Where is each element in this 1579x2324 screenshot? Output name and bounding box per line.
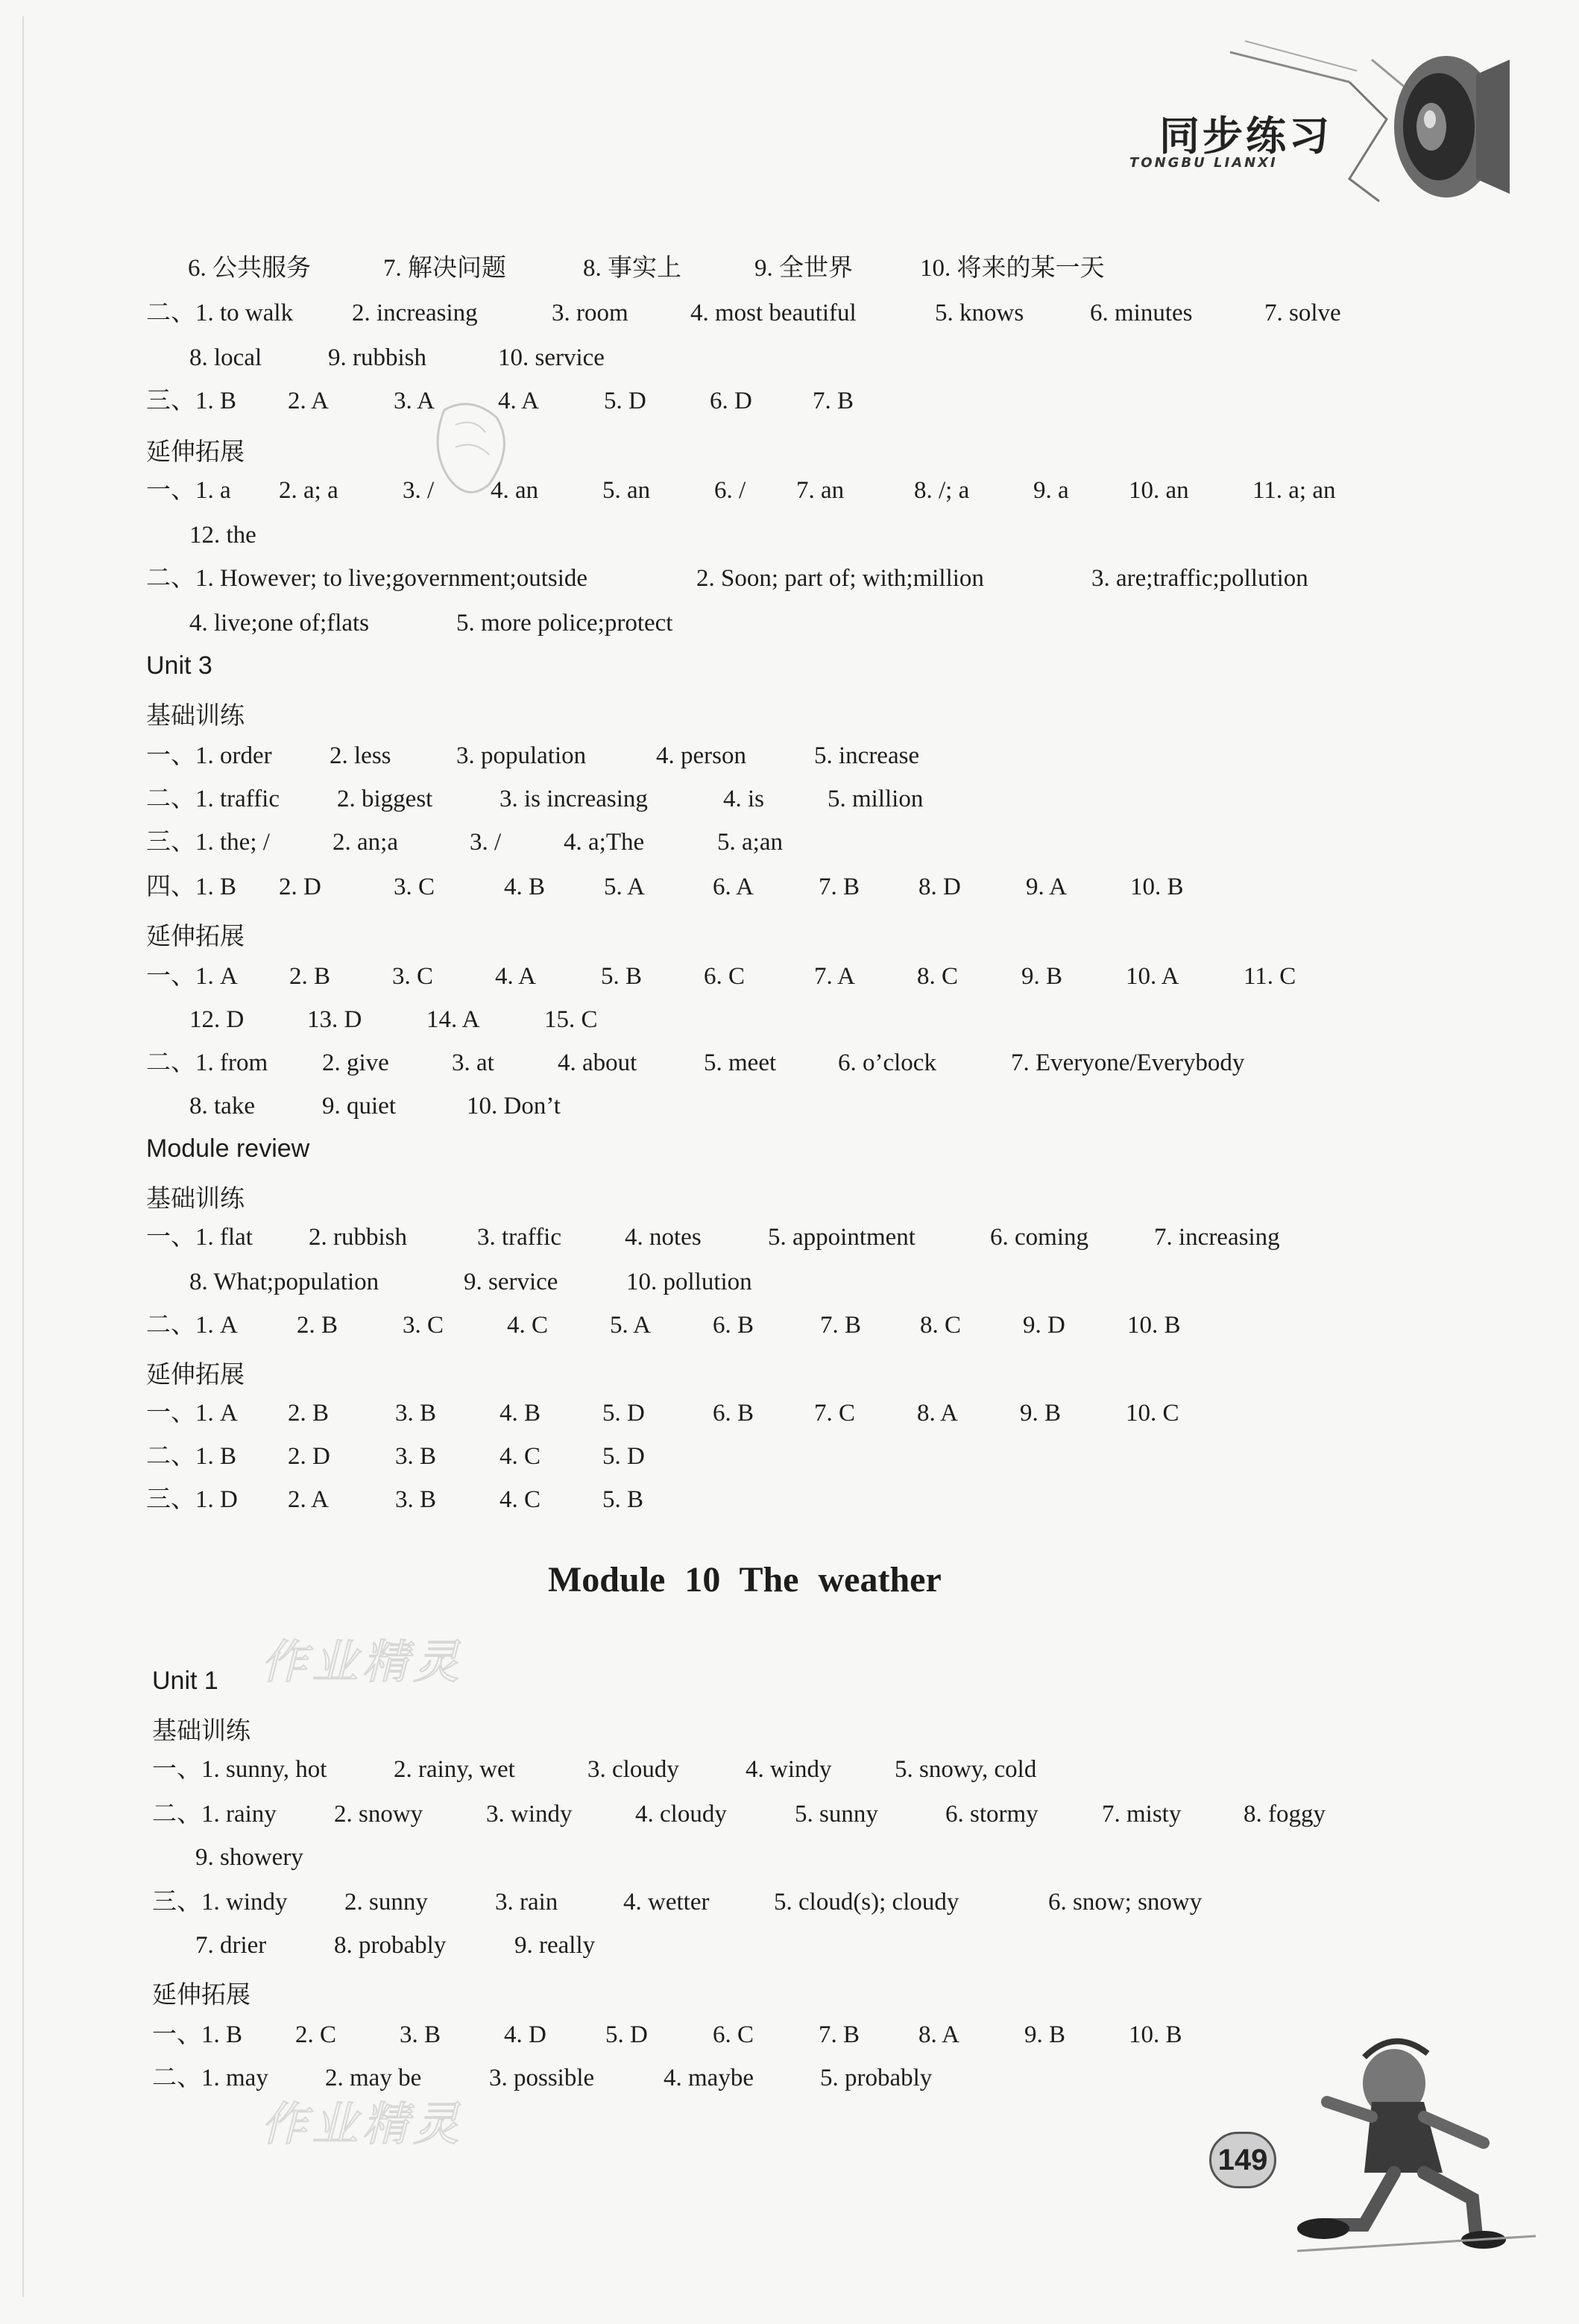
answer-item: 8. D	[918, 874, 961, 900]
answer-item: 7. A	[814, 963, 856, 990]
answer-item: 7. 解决问题	[383, 255, 506, 282]
answer-item: 7. B	[820, 1312, 862, 1339]
answer-item: 4. B	[504, 874, 546, 900]
answer-item: 5. meet	[704, 1049, 777, 1076]
answer-item: 3. are;traffic;pollution	[1091, 565, 1308, 592]
answer-item: 10. A	[1126, 963, 1179, 990]
answer-item: 4. is	[723, 786, 765, 812]
answer-item: 2. give	[322, 1049, 389, 1076]
answer-item: 二、1. A	[146, 1312, 238, 1339]
answer-item: 12. the	[189, 522, 256, 549]
answer-item: 7. B	[813, 388, 854, 414]
answer-item: 14. A	[426, 1006, 480, 1033]
section-heading: 基础训练	[146, 701, 245, 730]
answer-item: 2. increasing	[352, 300, 478, 326]
answer-item: 6. snow; snowy	[1048, 1889, 1203, 1916]
answer-item: 5. D	[605, 2021, 648, 2048]
answer-item: 3. possible	[489, 2065, 595, 2091]
answer-item: 2. biggest	[337, 786, 433, 812]
answer-item: 3. population	[456, 742, 587, 769]
answer-item: 10. pollution	[626, 1269, 752, 1295]
answer-item: 8. take	[189, 1093, 255, 1120]
answer-item: 13. D	[307, 1006, 362, 1033]
answer-item: 2. A	[288, 388, 330, 414]
answer-item: 2. sunny	[344, 1889, 428, 1916]
answer-item: 5. increase	[814, 742, 920, 769]
page-number: 149	[1209, 2132, 1276, 2188]
answer-item: 4. an	[491, 477, 539, 504]
answer-item: 二、1. may	[152, 2065, 268, 2091]
answer-item: 2. B	[297, 1312, 338, 1339]
answer-item: 二、1. However; to live;government;outside	[146, 565, 588, 592]
answer-item: 7. B	[819, 2021, 860, 2048]
answer-item: 2. less	[330, 742, 391, 769]
answer-item: 3. C	[403, 1312, 444, 1339]
answer-item: 4. C	[499, 1486, 541, 1513]
answer-item: 3. C	[392, 963, 434, 990]
answer-item: 5. snowy, cold	[895, 1756, 1037, 1783]
module-review-heading: Module review	[146, 1134, 310, 1163]
answer-item: 3. windy	[486, 1801, 573, 1828]
answer-item: 4. D	[504, 2021, 546, 2048]
answer-item: 4. A	[495, 963, 537, 990]
answer-item: 一、1. flat	[146, 1224, 253, 1251]
answer-item: 3. traffic	[477, 1224, 562, 1251]
answer-item: 6. A	[713, 874, 754, 900]
answer-item: 3. is increasing	[499, 786, 648, 812]
answer-item: 9. quiet	[322, 1093, 396, 1120]
answer-item: 7. solve	[1264, 300, 1341, 326]
answer-item: 3. C	[394, 874, 435, 900]
answer-item: 二、1. from	[146, 1049, 268, 1076]
answer-item: 7. C	[814, 1400, 856, 1427]
answer-item: 10. B	[1130, 874, 1184, 900]
answer-item: 二、1. rainy	[152, 1801, 277, 1828]
answer-item: 8. local	[189, 344, 262, 371]
answer-item: 5. more police;protect	[456, 610, 673, 637]
answer-item: 4. windy	[746, 1756, 832, 1783]
watermark: 作业精灵	[261, 1635, 464, 1689]
answer-item: 2. B	[288, 1400, 330, 1427]
answer-item: 二、1. B	[146, 1443, 237, 1470]
section-heading: 基础训练	[152, 1716, 250, 1745]
unit-heading: Unit 1	[152, 1667, 218, 1695]
answer-item: 2. an;a	[332, 829, 398, 856]
answer-item: 2. rubbish	[309, 1224, 407, 1251]
section-heading: 延伸拓展	[146, 921, 245, 950]
section-heading: 延伸拓展	[146, 437, 245, 466]
answer-item: 2. Soon; part of; with;million	[696, 565, 984, 592]
answer-item: 一、1. B	[152, 2021, 243, 2048]
answer-item: 2. a; a	[279, 477, 338, 504]
answer-item: 3. cloudy	[587, 1756, 679, 1783]
answer-item: 5. probably	[820, 2065, 933, 2091]
answer-item: 2. may be	[325, 2065, 422, 2091]
answer-item: 8. C	[917, 963, 959, 990]
answer-item: 5. B	[601, 963, 643, 990]
answer-item: 3. B	[400, 2021, 441, 2048]
answer-item: 3. /	[403, 477, 435, 504]
answer-item: 4. a;The	[564, 829, 645, 856]
answer-item: 一、1. A	[146, 963, 238, 990]
answer-item: 9. B	[1024, 2021, 1066, 2048]
answer-item: 11. C	[1244, 963, 1296, 990]
answer-item: 6. B	[713, 1312, 754, 1339]
answer-item: 3. rain	[495, 1889, 558, 1916]
answer-item: 2. rainy, wet	[394, 1756, 515, 1783]
logo-title: 同步练习	[1159, 113, 1332, 160]
answer-item: 7. increasing	[1154, 1224, 1280, 1251]
answer-item: 10. B	[1129, 2021, 1182, 2048]
answer-item: 10. 将来的某一天	[920, 255, 1105, 282]
answer-item: 5. A	[610, 1312, 652, 1339]
logo-subtitle: TONGBU LIANXI	[1129, 155, 1278, 171]
answer-item: 9. a	[1033, 477, 1069, 504]
answer-item: 8. probably	[334, 1932, 447, 1959]
section-heading: 基础训练	[146, 1184, 245, 1213]
answer-item: 5. cloud(s); cloudy	[774, 1889, 959, 1916]
answer-item: 2. A	[288, 1486, 330, 1513]
answer-item: 8. /; a	[914, 477, 970, 504]
answer-item: 5. B	[602, 1486, 644, 1513]
answer-item: 三、1. the; /	[146, 829, 270, 856]
answer-item: 3. at	[452, 1049, 494, 1076]
answer-item: 一、1. order	[146, 742, 272, 769]
answer-item: 8. A	[917, 1400, 959, 1427]
answer-item: 一、1. sunny, hot	[152, 1756, 327, 1783]
answer-item: 4. C	[507, 1312, 549, 1339]
answer-item: 12. D	[189, 1006, 245, 1033]
answer-item: 9. service	[464, 1269, 558, 1295]
answer-item: 6. coming	[990, 1224, 1088, 1251]
answer-item: 8. What;population	[189, 1269, 379, 1295]
answer-item: 9. really	[514, 1932, 596, 1959]
answer-item: 6. C	[704, 963, 746, 990]
answer-item: 9. B	[1021, 963, 1063, 990]
answer-item: 2. D	[288, 1443, 330, 1470]
answer-item: 2. snowy	[334, 1801, 423, 1828]
answer-item: 6. 公共服务	[188, 255, 311, 282]
answer-item: 9. D	[1023, 1312, 1065, 1339]
answer-item: 4. A	[498, 388, 540, 414]
answer-item: 5. a;an	[717, 829, 783, 856]
answer-item: 9. rubbish	[328, 344, 426, 371]
answer-item: 5. D	[604, 388, 646, 414]
answer-item: 5. an	[602, 477, 651, 504]
answer-item: 3. B	[395, 1400, 437, 1427]
answer-item: 4. about	[558, 1049, 637, 1076]
answer-item: 5. knows	[935, 300, 1024, 326]
answer-item: 10. B	[1127, 1312, 1181, 1339]
answer-item: 8. 事实上	[583, 255, 681, 282]
answer-item: 8. A	[918, 2021, 960, 2048]
answer-item: 3. B	[395, 1486, 437, 1513]
watermark: 作业精灵	[261, 2097, 464, 2151]
answer-item: 9. 全世界	[754, 255, 853, 282]
answer-item: 6. B	[713, 1400, 754, 1427]
answer-item: 8. foggy	[1244, 1801, 1326, 1828]
answer-item: 3. A	[394, 388, 435, 414]
answer-item: 4. cloudy	[635, 1801, 727, 1828]
answer-item: 5. A	[604, 874, 646, 900]
answer-item: 2. C	[295, 2021, 337, 2048]
answer-item: 5. D	[602, 1400, 645, 1427]
answer-item: 4. maybe	[664, 2065, 754, 2091]
answer-item: 8. C	[920, 1312, 962, 1339]
answer-item: 三、1. B	[146, 388, 237, 414]
answer-item: 6. D	[710, 388, 752, 414]
answer-item: 5. million	[828, 786, 924, 812]
answer-item: 4. wetter	[623, 1889, 710, 1916]
answer-item: 2. D	[279, 874, 321, 900]
answer-item: 四、1. B	[146, 874, 237, 900]
answer-item: 10. Don’t	[467, 1093, 561, 1120]
answer-item: 10. service	[498, 344, 605, 371]
answer-item: 10. an	[1129, 477, 1189, 504]
answer-item: 二、1. to walk	[146, 300, 294, 326]
runner-illustration-icon	[1282, 2012, 1551, 2258]
answer-item: 5. sunny	[795, 1801, 878, 1828]
answer-item: 5. appointment	[768, 1224, 915, 1251]
answer-item: 3. B	[395, 1443, 437, 1470]
answer-item: 二、1. traffic	[146, 786, 280, 812]
answer-item: 6. /	[714, 477, 746, 504]
answer-item: 6. o’clock	[838, 1049, 936, 1076]
answer-item: 2. B	[289, 963, 331, 990]
answer-item: 6. C	[713, 2021, 754, 2048]
answer-item: 4. B	[499, 1400, 541, 1427]
module-title: Module 10 The weather	[548, 1560, 942, 1600]
answer-item: 11. a; an	[1252, 477, 1336, 504]
answer-item: 7. misty	[1102, 1801, 1182, 1828]
answer-item: 7. B	[819, 874, 860, 900]
answer-item: 7. Everyone/Everybody	[1011, 1049, 1245, 1076]
answer-item: 6. minutes	[1090, 300, 1193, 326]
answer-item: 三、1. windy	[152, 1889, 288, 1916]
answer-item: 4. most beautiful	[690, 300, 857, 326]
answer-item: 3. /	[470, 829, 502, 856]
answer-item: 一、1. a	[146, 477, 231, 504]
answer-item: 6. stormy	[945, 1801, 1039, 1828]
unit-heading: Unit 3	[146, 651, 212, 680]
section-heading: 延伸拓展	[152, 1980, 250, 2009]
answer-item: 9. showery	[195, 1844, 303, 1871]
answer-item: 9. A	[1026, 874, 1068, 900]
answer-item: 15. C	[544, 1006, 598, 1033]
answer-item: 4. C	[499, 1443, 541, 1470]
answer-item: 5. D	[602, 1443, 645, 1470]
answer-item: 7. an	[796, 477, 845, 504]
answer-item: 10. C	[1126, 1400, 1179, 1427]
section-heading: 延伸拓展	[146, 1360, 245, 1389]
answer-item: 4. person	[656, 742, 746, 769]
answer-item: 一、1. A	[146, 1400, 238, 1427]
answer-item: 4. live;one of;flats	[189, 610, 370, 637]
answer-item: 3. room	[552, 300, 628, 326]
answer-item: 三、1. D	[146, 1486, 238, 1513]
answer-item: 9. B	[1020, 1400, 1062, 1427]
answer-item: 7. drier	[195, 1932, 267, 1959]
answer-item: 4. notes	[625, 1224, 702, 1251]
